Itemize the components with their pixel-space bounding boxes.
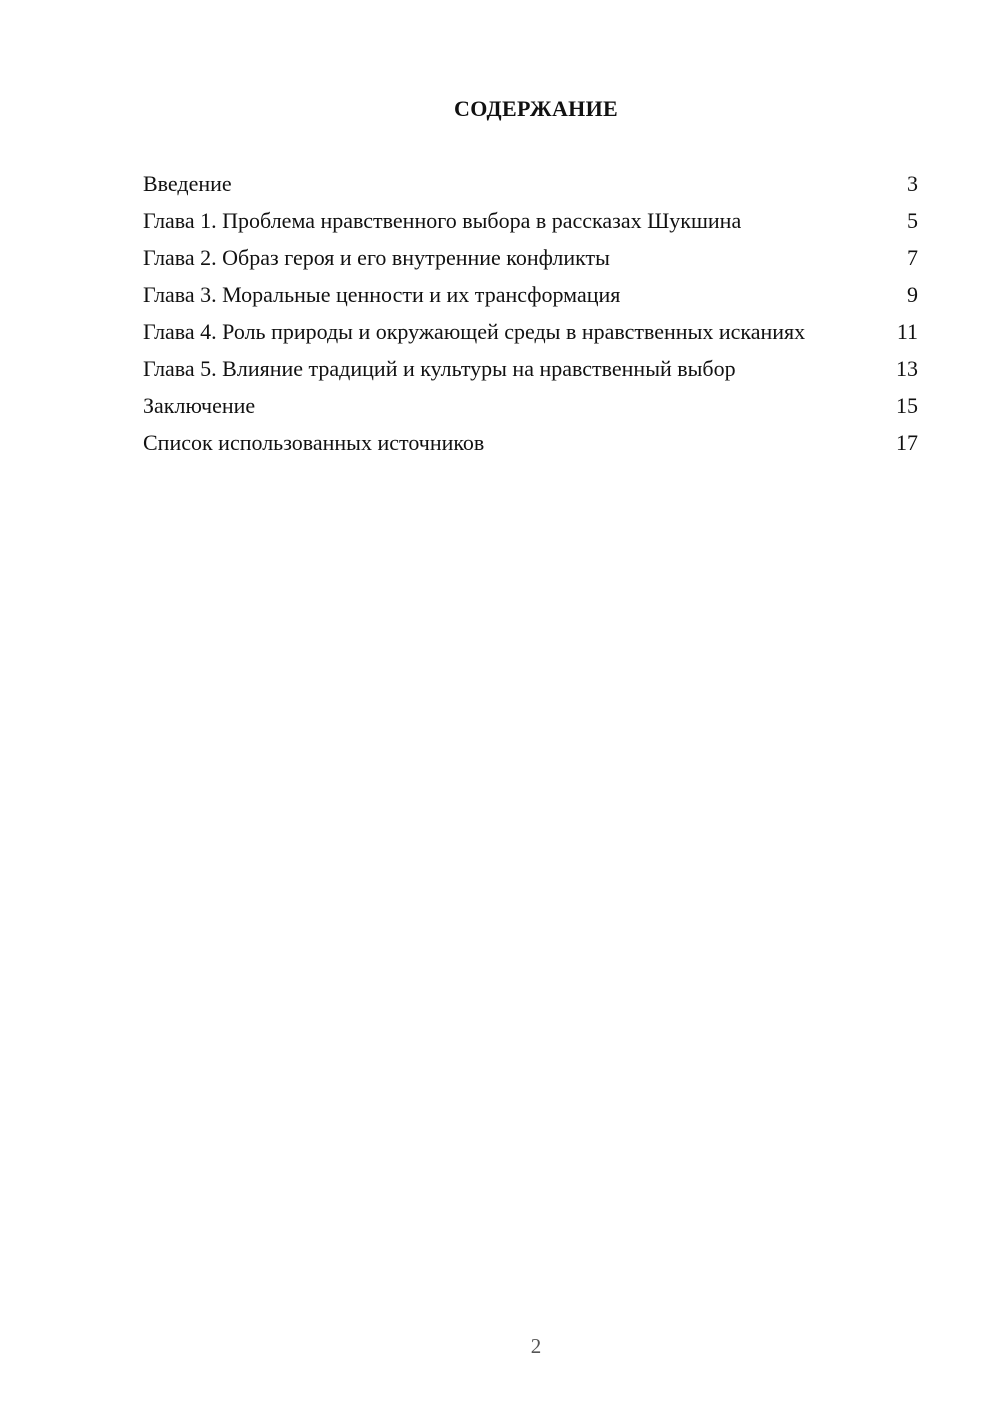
toc-entry-page: 17 (896, 430, 918, 455)
toc-entry-title: Глава 5. Влияние традиций и культуры на нравственный выбор (143, 356, 736, 381)
toc-entry-references (143, 430, 918, 456)
toc-entry-title: Введение (143, 171, 232, 196)
toc-entry-chapter-2 (143, 245, 918, 271)
toc-entry-page: 9 (907, 282, 918, 307)
toc-entry-title: Глава 4. Роль природы и окружающей среды в нравственных исканиях (143, 319, 806, 344)
toc-entry-page: 15 (896, 393, 918, 418)
toc-entry-chapter-5 (143, 356, 918, 382)
toc-entry-chapter-1 (143, 208, 918, 234)
toc-entry-page: 13 (896, 356, 918, 381)
toc-entry-title: Глава 3. Моральные ценности и их трансформация (143, 282, 621, 307)
toc-entry-page: 7 (907, 245, 918, 270)
toc-entry-page: 5 (907, 208, 918, 233)
toc-entry-conclusion (143, 393, 918, 419)
toc-entry-title: Список использованных источников (143, 430, 485, 455)
toc-entry-title: Заключение (143, 393, 256, 418)
page-title: СОДЕРЖАНИЕ (454, 96, 618, 121)
toc-entry-introduction (143, 171, 918, 197)
toc-entry-chapter-3 (143, 282, 918, 308)
page-number: 2 (530, 1334, 542, 1358)
toc-entry-title: Глава 2. Образ героя и его внутренние конфликты (143, 245, 610, 270)
toc-entry-page: 11 (896, 319, 918, 344)
table-of-contents (143, 171, 918, 467)
toc-entry-title: Глава 1. Проблема нравственного выбора в рассказах Шукшина (143, 208, 742, 233)
toc-entry-page: 3 (907, 171, 918, 196)
toc-entry-chapter-4 (143, 319, 918, 345)
